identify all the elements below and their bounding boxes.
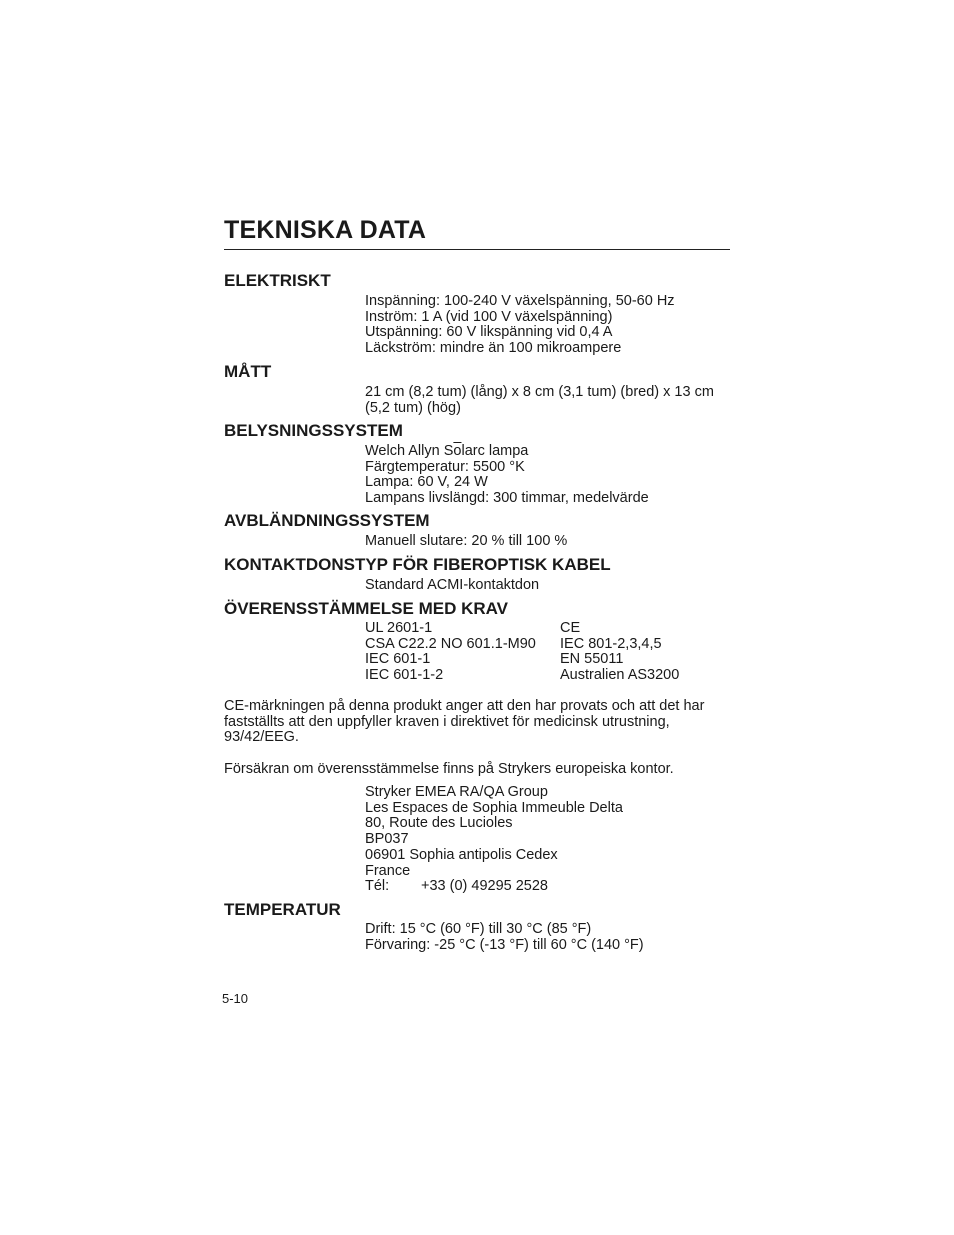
heading-matt: MÅTT xyxy=(224,362,272,381)
spec-line: Förvaring: -25 °C (-13 °F) till 60 °C (140 °F) xyxy=(365,936,644,953)
lamp-name-part: larc lampa xyxy=(461,443,529,459)
temperatur-block xyxy=(365,922,644,953)
spec-line: Läckström: mindre än 100 mikroampere xyxy=(365,340,622,357)
heading-kontaktdonstyp: KONTAKTDONSTYP FÖR FIBEROPTISK KABEL xyxy=(224,555,611,574)
spec-line: Inspänning: 100-240 V växelspänning, 50-60 Hz xyxy=(365,293,675,309)
lamp-name-part: Welch Allyn S xyxy=(365,443,454,459)
address-line: 80, Route des Lucioles xyxy=(365,815,513,832)
heading-belysningssystem: BELYSNINGSSYSTEM xyxy=(224,421,403,440)
standard-item: IEC 801-2,3,4,5 xyxy=(560,635,662,652)
standard-item: IEC 601-1-2 xyxy=(365,667,444,684)
address-line: BP037 xyxy=(365,831,409,848)
standard-item: Australien AS3200 xyxy=(560,667,680,684)
spec-line: Lampans livslängd: 300 timmar, medelvärde xyxy=(365,490,649,507)
spec-line: Lampa: 60 V, 24 W xyxy=(365,474,488,491)
avblandning-text: Manuell slutare: 20 % till 100 % xyxy=(365,533,568,549)
page-title: TEKNISKA DATA xyxy=(224,214,730,250)
heading-overensstammelse: ÖVERENSSTÄMMELSE MED KRAV xyxy=(224,599,508,618)
matt-text: 21 cm (8,2 tum) (lång) x 8 cm (3,1 tum) (bred) x 13 cm (5,2 tum) (hög) xyxy=(365,384,714,416)
spec-line: Inström: 1 A (vid 100 V växelspänning) xyxy=(365,308,613,325)
telephone-number: +33 (0) 49295 2528 xyxy=(421,878,548,895)
lamp-name-part-overlined: $\overline{o}$ xyxy=(453,443,462,459)
standard-item: EN 55011 xyxy=(560,651,624,668)
elektriskt-block xyxy=(365,294,675,357)
heading-elektriskt: ELEKTRISKT xyxy=(224,271,331,290)
standards-table xyxy=(365,621,725,685)
declaration-paragraph: Försäkran om överensstämmelse finns på Strykers europeiska kontor. xyxy=(224,761,674,777)
address-line: 06901 Sophia antipolis Cedex xyxy=(365,846,558,863)
ce-marking-paragraph: CE-märkningen på denna produkt anger att den har provats och att det har fastställts att den uppfyller kraven i direktivet för medicinsk utrustning, 93/42/EEG. xyxy=(224,698,705,746)
address-line: Stryker EMEA RA/QA Group xyxy=(365,784,548,800)
spec-line: Utspänning: 60 V likspänning vid 0,4 A xyxy=(365,324,613,341)
heading-temperatur: TEMPERATUR xyxy=(224,900,341,919)
spec-line: Drift: 15 °C (60 °F) till 30 °C (85 °F) xyxy=(365,921,592,937)
standard-item: IEC 601-1 xyxy=(365,651,431,668)
standard-item: UL 2601-1 xyxy=(365,620,433,636)
telephone-label: Tél: xyxy=(365,878,390,895)
standard-item: CSA C22.2 NO 601.1-M90 xyxy=(365,635,536,652)
standard-item: CE xyxy=(560,620,581,636)
heading-avblandningssystem: AVBLÄNDNINGSSYSTEM xyxy=(224,511,430,530)
address-line: Les Espaces de Sophia Immeuble Delta xyxy=(365,799,623,816)
page-number: 5-10 xyxy=(222,991,249,1006)
address-block xyxy=(365,785,623,895)
telephone-line xyxy=(365,879,623,895)
address-line: France xyxy=(365,862,411,879)
spec-line xyxy=(365,444,649,460)
belysning-block xyxy=(365,444,649,507)
kontakt-text: Standard ACMI-kontaktdon xyxy=(365,577,540,593)
spec-line: Färgtemperatur: 5500 °K xyxy=(365,458,525,475)
standards-column-2 xyxy=(560,621,679,684)
